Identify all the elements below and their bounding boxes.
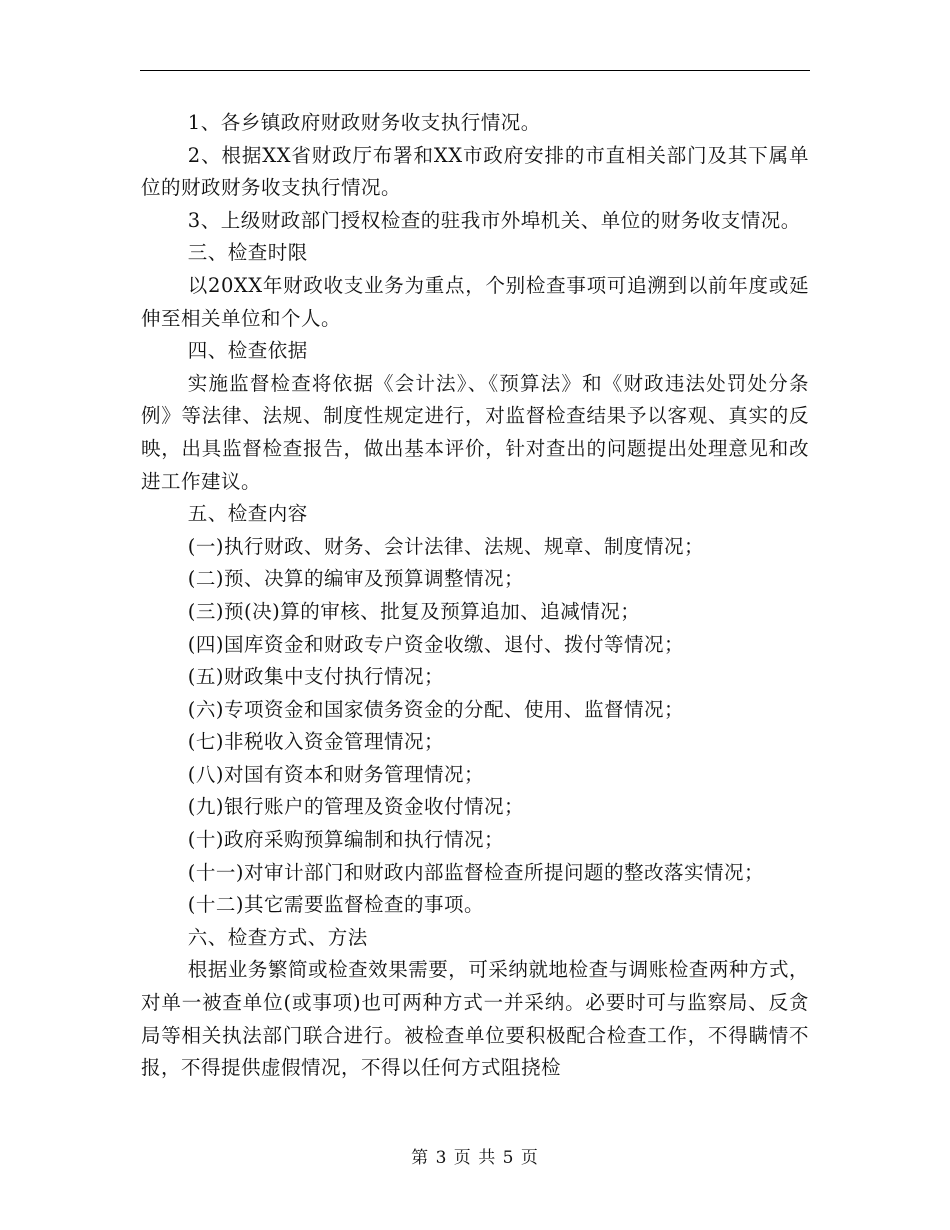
content-item-10: (十)政府采购预算编制和执行情况； — [187, 828, 505, 852]
paragraph-time-limit: 以20XX年财政收支业务为重点，个别检查事项可追溯到以前年度或延伸至相关单位和个人。 — [141, 273, 809, 330]
content-item-3: (三)预(决)算的审核、批复及预算追加、追减情况； — [187, 599, 641, 623]
content-item-5: (五)财政集中支付执行情况； — [187, 665, 445, 689]
content-item-12: (十二)其它需要监督检查的事项。 — [187, 893, 485, 917]
content-item-2: (二)预、决算的编审及预算调整情况； — [187, 567, 525, 591]
section-heading-content: 五、检查内容 — [187, 502, 308, 526]
content-item-9: (九)银行账户的管理及资金收付情况； — [187, 795, 525, 819]
header-rule — [140, 70, 810, 71]
content-item-11: (十一)对审计部门和财政内部监督检查所提问题的整改落实情况； — [187, 860, 765, 884]
content-item-1: (一)执行财政、财务、会计法律、法规、规章、制度情况； — [187, 534, 705, 558]
document-body — [141, 107, 809, 1085]
content-item-7: (七)非税收入资金管理情况； — [187, 730, 445, 754]
section-heading-basis: 四、检查依据 — [187, 339, 308, 363]
content-item-6: (六)专项资金和国家债务资金的分配、使用、监督情况； — [187, 697, 685, 721]
section-heading-time-limit: 三、检查时限 — [187, 241, 308, 265]
paragraph-item-3: 3、上级财政部门授权检查的驻我市外埠机关、单位的财务收支情况。 — [187, 208, 801, 232]
page-footer: 第 3 页 共 5 页 — [411, 1148, 539, 1168]
content-item-8: (八)对国有资本和财务管理情况； — [187, 762, 485, 786]
paragraph-item-1: 1、各乡镇政府财政财务收支执行情况。 — [187, 111, 541, 134]
section-heading-method: 六、检查方式、方法 — [187, 925, 368, 949]
content-item-4: (四)国库资金和财政专户资金收缴、退付、拨付等情况； — [187, 632, 685, 656]
paragraph-item-2: 2、根据XX省财政厅布署和XX市政府安排的市直相关部门及其下属单位的财政财务收支执行情况。 — [141, 143, 809, 200]
paragraph-method: 根据业务繁简或检查效果需要，可采纳就地检查与调账检查两种方式，对单一被查单位(或事项)也可两种方式一并采纳。必要时可与监察局、反贪局等相关执法部门联合进行。被检查单位要积极配合检查工作，不得瞒情不报，不得提供虚假情况，不得以任何方式阻挠检 — [141, 958, 809, 1080]
paragraph-basis: 实施监督检查将依据《会计法》、《预算法》和《财政违法处罚处分条例》等法律、法规、制度性规定进行，对监督检查结果予以客观、真实的反映，出具监督检查报告，做出基本评价，针对查出的问题提出处理意见和改进工作建议。 — [141, 371, 809, 493]
